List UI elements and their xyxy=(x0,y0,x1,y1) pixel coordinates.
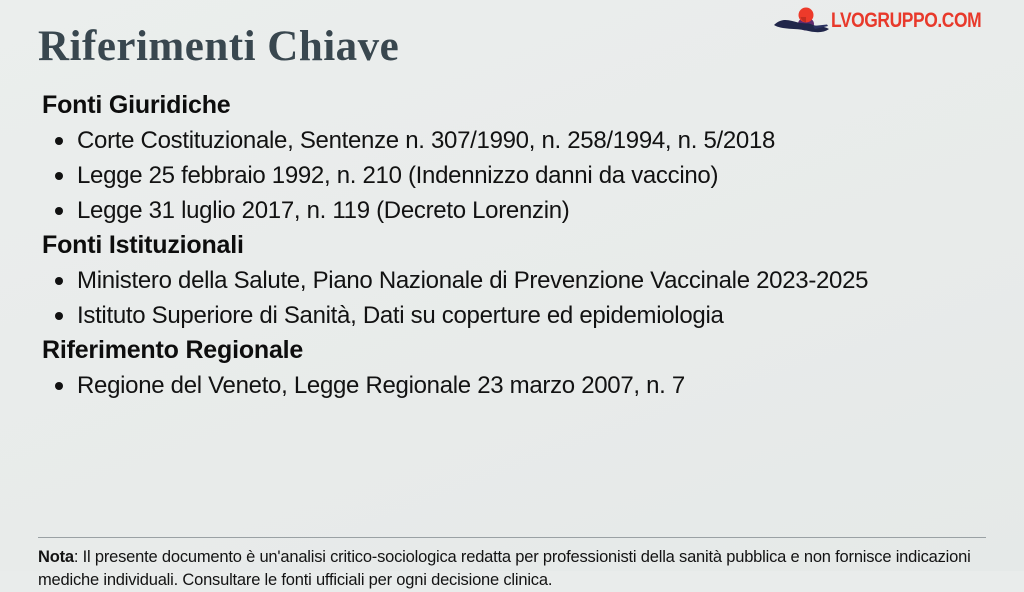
footer-note-line1 xyxy=(38,546,998,569)
list-item xyxy=(42,158,994,193)
list-item-text: Ministero della Salute, Piano Nazionale di Prevenzione Vaccinale 2023-2025 xyxy=(77,267,869,294)
list-item-text: Istituto Superiore di Sanità, Dati su coperture ed epidemiologia xyxy=(77,302,724,329)
list-item xyxy=(42,123,994,158)
footer-note xyxy=(38,546,998,592)
footer-note-label: Nota xyxy=(38,548,74,566)
references-list xyxy=(42,88,994,403)
list-item-text: Corte Costituzionale, Sentenze n. 307/1990, n. 258/1994, n. 5/2018 xyxy=(77,127,776,154)
list-item-text: Legge 31 luglio 2017, n. 119 (Decreto Lorenzin) xyxy=(77,197,570,224)
bullet-icon xyxy=(55,137,63,145)
bullet-icon xyxy=(55,207,63,215)
section-heading-riferimento-regionale: Riferimento Regionale xyxy=(42,336,304,364)
bullet-icon xyxy=(55,172,63,180)
list-item xyxy=(42,368,994,403)
list-item xyxy=(42,263,994,298)
footer-divider xyxy=(38,537,986,538)
list-item-text: Legge 25 febbraio 1992, n. 210 (Indennizzo danni da vaccino) xyxy=(77,162,719,189)
section-heading-fonti-giuridiche: Fonti Giuridiche xyxy=(42,91,231,119)
footer-note-text: : Il presente documento è un'analisi critico-sociologica redatta per professionisti della sanità pubblica e non fornisce indicazioni xyxy=(73,548,971,566)
brand-figure-icon xyxy=(773,5,831,37)
section-heading-fonti-istituzionali: Fonti Istituzionali xyxy=(42,231,244,259)
list-item xyxy=(42,193,994,228)
page-title: Riferimenti Chiave xyxy=(38,23,400,70)
bullet-icon xyxy=(55,277,63,285)
brand-logo xyxy=(773,5,1012,37)
list-item xyxy=(42,298,994,333)
footer-note-line2-truncated: mediche individuali. Consultare le fonti ufficiali per ogni decisione clinica. xyxy=(38,571,553,589)
list-item-text: Regione del Veneto, Legge Regionale 23 marzo 2007, n. 7 xyxy=(77,372,685,399)
bullet-icon xyxy=(55,312,63,320)
bullet-icon xyxy=(55,382,63,390)
brand-text: LVOGRUPPO.COM xyxy=(831,9,982,32)
